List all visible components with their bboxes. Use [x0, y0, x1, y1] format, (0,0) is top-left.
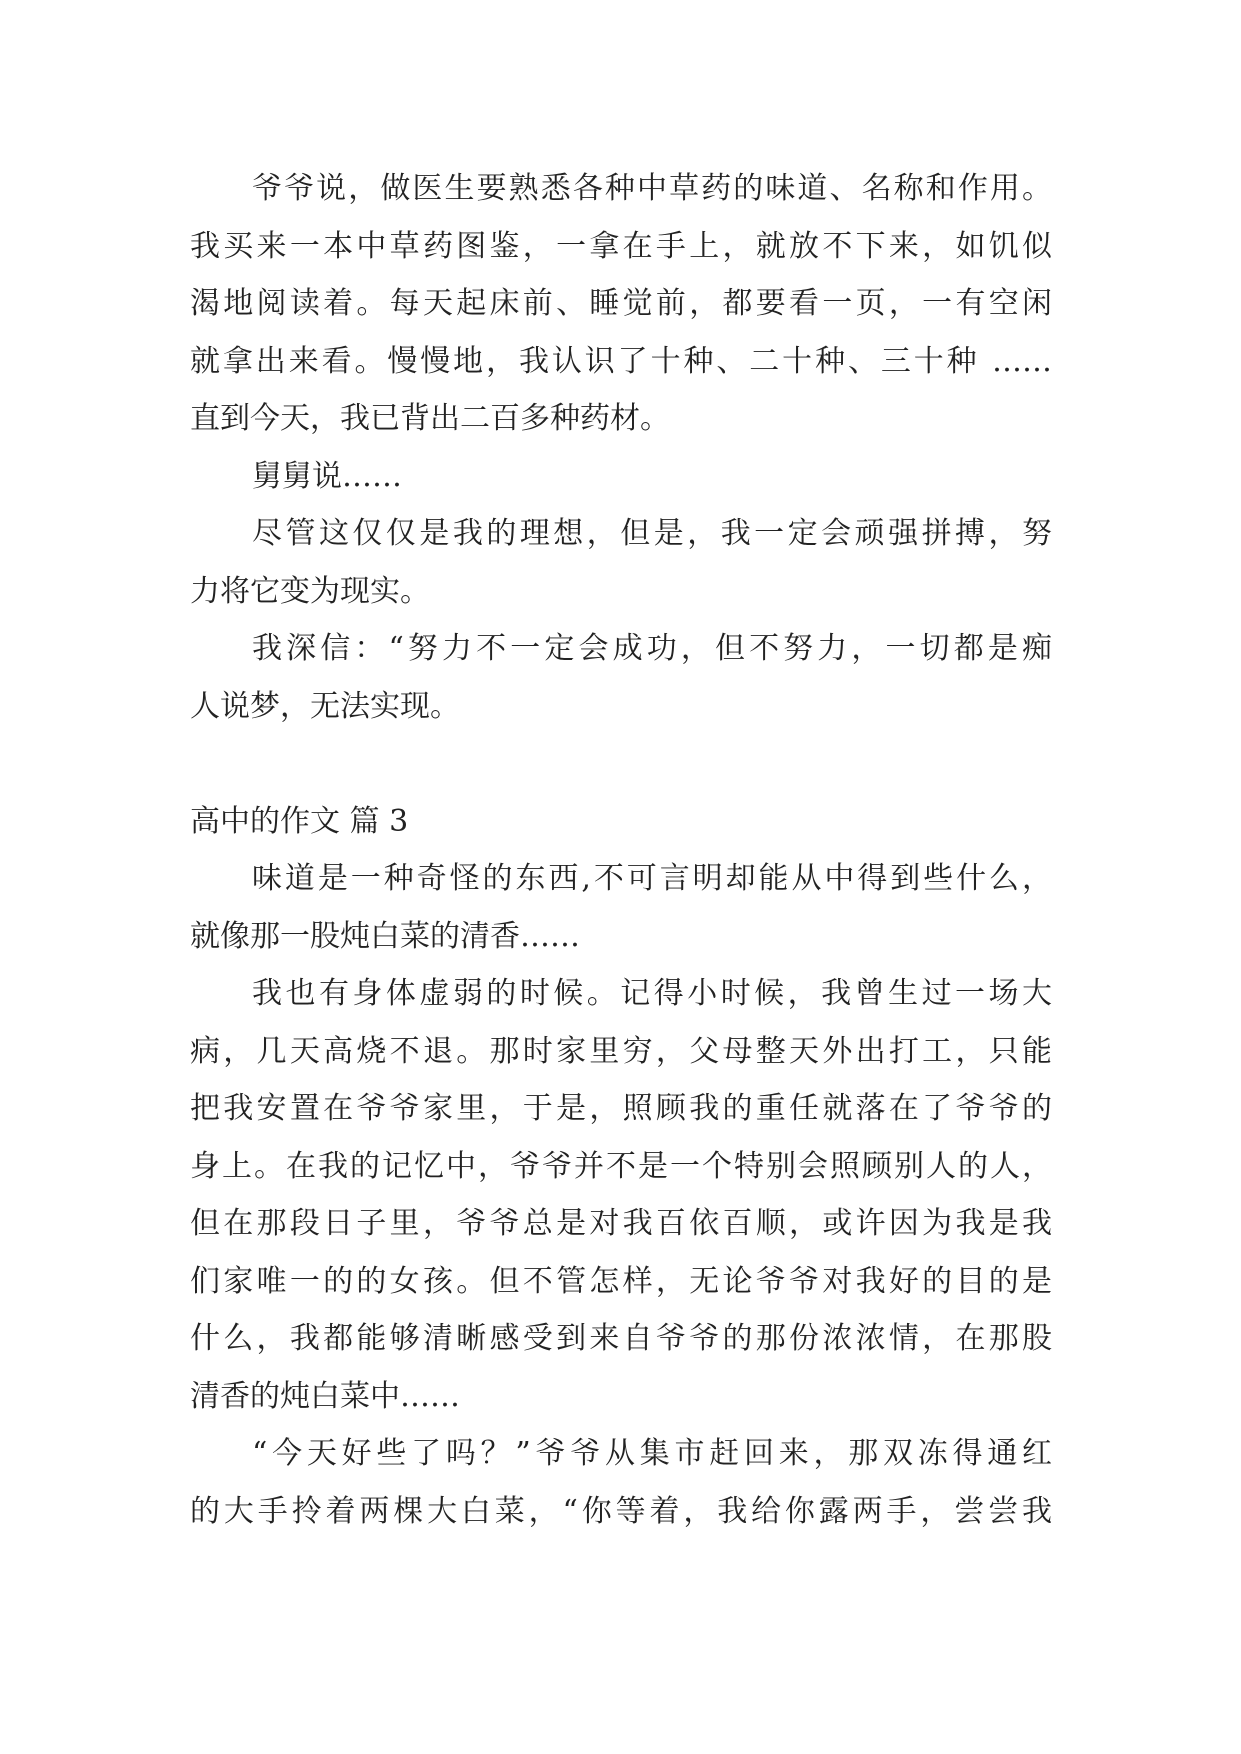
paragraph: [190, 620, 1052, 735]
text-line: 的大手拎着两棵大白菜，“你等着，我给你露两手，尝尝我: [190, 1493, 1052, 1529]
paragraph: [190, 1425, 1052, 1540]
paragraph: [190, 850, 1052, 965]
text-line: 舅舅说……: [252, 458, 402, 494]
text-line: 清香的炖白菜中……: [190, 1378, 460, 1414]
text-line: 我也有身体虚弱的时候。记得小时候，我曾生过一场大: [252, 976, 1052, 1011]
text-line: 人说梦，无法实现。: [190, 688, 460, 724]
text-line: 把我安置在爷爷家里，于是，照顾我的重任就落在了爷爷的: [190, 1091, 1052, 1126]
paragraph: [190, 505, 1052, 620]
text-line: 什么，我都能够清晰感受到来自爷爷的那份浓浓情，在那股: [190, 1321, 1052, 1356]
paragraph: [190, 965, 1052, 1425]
paragraph: [190, 448, 1052, 506]
text-line: 就拿出来看。慢慢地，我认识了十种、二十种、三十种 ……: [190, 343, 1052, 379]
section-heading: 高中的作文 篇 3: [190, 803, 409, 839]
text-line: 力将它变为现实。: [190, 573, 430, 609]
text-line: 我深信：“努力不一定会成功，但不努力，一切都是痴: [252, 631, 1052, 666]
text-line: 但在那段日子里，爷爷总是对我百依百顺，或许因为我是我: [190, 1206, 1052, 1241]
text-line: 我买来一本中草药图鉴，一拿在手上，就放不下来，如饥似: [190, 228, 1052, 264]
paragraph: [190, 160, 1052, 448]
text-line: 尽管这仅仅是我的理想，但是，我一定会顽强拼搏，努: [252, 516, 1052, 551]
text-line: 就像那一股炖白菜的清香……: [190, 918, 580, 954]
text-line: “今天好些了吗？”爷爷从集市赶回来，那双冻得通红: [252, 1436, 1052, 1471]
text-line: 爷爷说，做医生要熟悉各种中草药的味道、名称和作用。: [252, 171, 1052, 206]
text-line: 直到今天，我已背出二百多种药材。: [190, 401, 670, 436]
blank-line: [190, 735, 1052, 793]
text-line: 渴地阅读着。每天起床前、睡觉前，都要看一页，一有空闲: [190, 286, 1052, 321]
text-line: 味道是一种奇怪的东西,不可言明却能从中得到些什么，: [252, 861, 1052, 896]
document-body: [190, 160, 1052, 1540]
text-line: 们家唯一的的女孩。但不管怎样，无论爷爷对我好的目的是: [190, 1263, 1052, 1299]
text-line: 身上。在我的记忆中，爷爷并不是一个特别会照顾别人的人，: [190, 1148, 1052, 1184]
text-line: 病，几天高烧不退。那时家里穷，父母整天外出打工，只能: [190, 1033, 1052, 1069]
